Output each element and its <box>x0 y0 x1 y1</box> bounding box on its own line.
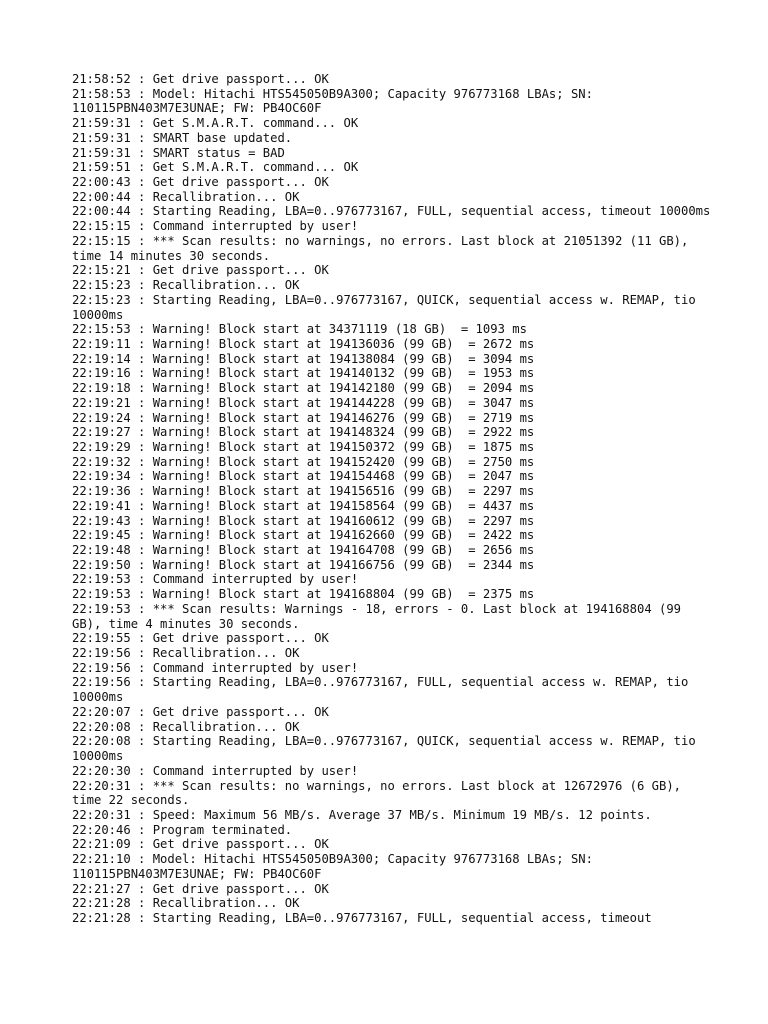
log-line: 22:21:09 : Get drive passport... OK <box>72 837 329 852</box>
log-line: 22:19:43 : Warning! Block start at 194160612 (99 GB) = 2297 ms <box>72 513 535 528</box>
log-line: 22:19:50 : Warning! Block start at 194166756 (99 GB) = 2344 ms <box>72 557 535 572</box>
log-line: 22:15:15 : Command interrupted by user! <box>72 219 359 234</box>
log-line: 22:20:46 : Program terminated. <box>72 822 293 837</box>
log-line: 22:19:56 : Recallibration... OK <box>72 646 300 661</box>
log-line: 22:20:08 : Starting Reading, LBA=0..976773167, QUICK, sequential access w. REMAP, tio 10000ms <box>72 734 704 764</box>
log-line: 21:59:31 : SMART status = BAD <box>72 145 285 160</box>
log-line: 22:20:31 : Speed: Maximum 56 MB/s. Average 37 MB/s. Minimum 19 MB/s. 12 points. <box>72 807 652 822</box>
log-line: 22:19:16 : Warning! Block start at 194140132 (99 GB) = 1953 ms <box>72 366 535 381</box>
log-line: 22:21:10 : Model: Hitachi HTS545050B9A300; Capacity 976773168 LBAs; SN: 110115PBN403M7E3UNAE; FW: PB4OC60F <box>72 852 601 881</box>
log-line: 22:00:44 : Recallibration... OK <box>72 189 300 204</box>
log-line: 22:19:29 : Warning! Block start at 194150372 (99 GB) = 1875 ms <box>72 439 535 454</box>
log-line: 22:21:28 : Recallibration... OK <box>72 896 300 911</box>
log-line: 21:59:51 : Get S.M.A.R.T. command... OK <box>72 160 359 175</box>
log-line: 22:15:53 : Warning! Block start at 34371119 (18 GB) = 1093 ms <box>72 322 527 337</box>
log-line: 22:19:34 : Warning! Block start at 194154468 (99 GB) = 2047 ms <box>72 469 535 484</box>
log-line: 22:19:41 : Warning! Block start at 194158564 (99 GB) = 4437 ms <box>72 498 535 513</box>
log-line: 22:19:56 : Starting Reading, LBA=0..976773167, FULL, sequential access w. REMAP, tio 10000ms <box>72 675 696 705</box>
log-line: 22:19:56 : Command interrupted by user! <box>72 660 359 675</box>
log-line: 22:20:08 : Recallibration... OK <box>72 719 300 734</box>
log-line: 21:58:53 : Model: Hitachi HTS545050B9A300; Capacity 976773168 LBAs; SN: 110115PBN403M7E3UNAE; FW: PB4OC60F <box>72 86 601 116</box>
log-line: 22:15:23 : Starting Reading, LBA=0..976773167, QUICK, sequential access w. REMAP, tio 10000ms <box>72 292 704 322</box>
log-line: 22:19:53 : Warning! Block start at 194168804 (99 GB) = 2375 ms <box>72 587 535 602</box>
log-line: 22:00:44 : Starting Reading, LBA=0..976773167, FULL, sequential access, timeout 10000ms <box>72 204 711 219</box>
scan-log <box>72 72 712 926</box>
log-line: 21:59:31 : Get S.M.A.R.T. command... OK <box>72 116 359 131</box>
log-line: 22:19:48 : Warning! Block start at 194164708 (99 GB) = 2656 ms <box>72 543 535 557</box>
log-line: 22:20:31 : *** Scan results: no warnings, no errors. Last block at 12672976 (6 GB), time 22 seconds. <box>72 778 689 808</box>
log-line: 22:19:18 : Warning! Block start at 194142180 (99 GB) = 2094 ms <box>72 381 535 396</box>
log-line: 22:20:30 : Command interrupted by user! <box>72 763 359 778</box>
log-line: 21:59:31 : SMART base updated. <box>72 130 293 145</box>
log-line: 22:19:27 : Warning! Block start at 194148324 (99 GB) = 2922 ms <box>72 425 535 440</box>
log-line: 22:19:53 : Command interrupted by user! <box>72 572 359 587</box>
log-line: 22:19:21 : Warning! Block start at 194144228 (99 GB) = 3047 ms <box>72 395 535 410</box>
log-line: 22:00:43 : Get drive passport... OK <box>72 175 329 190</box>
log-line: 21:58:52 : Get drive passport... OK <box>72 72 329 86</box>
log-line: 22:19:45 : Warning! Block start at 194162660 (99 GB) = 2422 ms <box>72 528 535 543</box>
log-line: 22:21:27 : Get drive passport... OK <box>72 881 329 896</box>
log-line: 22:19:53 : *** Scan results: Warnings - 18, errors - 0. Last block at 194168804 (99 GB), time 4 minutes 30 seconds. <box>72 601 689 631</box>
log-line: 22:19:24 : Warning! Block start at 194146276 (99 GB) = 2719 ms <box>72 410 535 425</box>
log-line: 22:20:07 : Get drive passport... OK <box>72 704 329 719</box>
log-line: 22:15:21 : Get drive passport... OK <box>72 263 329 278</box>
log-line: 22:19:55 : Get drive passport... OK <box>72 631 329 646</box>
log-line: 22:15:15 : *** Scan results: no warnings, no errors. Last block at 21051392 (11 GB), time 14 minutes 30 seconds. <box>72 233 696 263</box>
log-line: 22:15:23 : Recallibration... OK <box>72 278 300 293</box>
log-line: 22:19:32 : Warning! Block start at 194152420 (99 GB) = 2750 ms <box>72 454 535 469</box>
log-line: 22:19:14 : Warning! Block start at 194138084 (99 GB) = 3094 ms <box>72 351 535 366</box>
log-line: 22:19:11 : Warning! Block start at 194136036 (99 GB) = 2672 ms <box>72 336 535 351</box>
log-line: 22:19:36 : Warning! Block start at 194156516 (99 GB) = 2297 ms <box>72 484 535 499</box>
log-line: 22:21:28 : Starting Reading, LBA=0..976773167, FULL, sequential access, timeout <box>72 910 652 925</box>
